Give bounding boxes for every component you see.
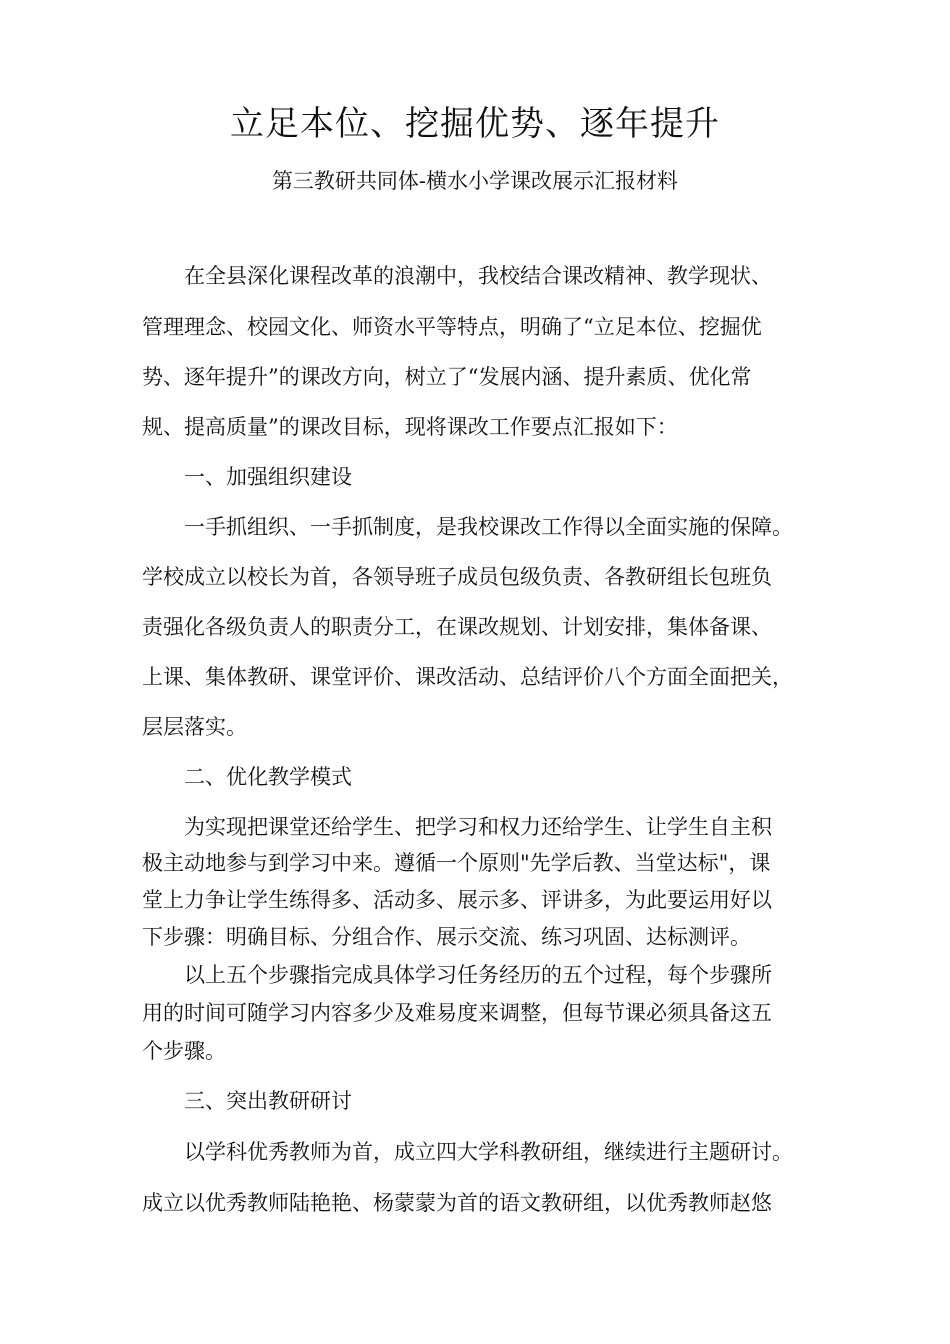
paragraph-teaching-line-4: 下步骤：明确目标、分组合作、展示交流、练习巩固、达标测评。 — [142, 925, 751, 949]
paragraph-organization-line-5: 层层落实。 — [142, 715, 247, 739]
section-heading-3: 三、突出教研研讨 — [184, 1089, 352, 1113]
section-heading-1: 一、加强组织建设 — [184, 465, 352, 489]
paragraph-intro-line-2: 管理理念、校园文化、师资水平等特点，明确了“立足本位、挖掘优 — [142, 315, 762, 339]
paragraph-organization-line-2: 学校成立以校长为首，各领导班子成员包级负责、各教研组长包班负 — [142, 565, 772, 589]
document-subtitle: 第三教研共同体-横水小学课改展示汇报材料 — [271, 169, 679, 193]
paragraph-research-line-2: 成立以优秀教师陆艳艳、杨蒙蒙为首的语文教研组，以优秀教师赵悠 — [142, 1191, 772, 1215]
paragraph-steps-line-3: 个步骤。 — [142, 1039, 226, 1063]
paragraph-teaching-line-3: 堂上力争让学生练得多、活动多、展示多、评讲多，为此要运用好以 — [142, 888, 772, 912]
paragraph-organization-line-3: 责强化各级负责人的职责分工，在课改规划、计划安排，集体备课、 — [142, 615, 772, 639]
section-heading-2: 二、优化教学模式 — [184, 765, 352, 789]
paragraph-steps-line-1: 以上五个步骤指完成具体学习任务经历的五个过程，每个步骤所 — [184, 963, 772, 987]
paragraph-teaching-line-1: 为实现把课堂还给学生、把学习和权力还给学生、让学生自主积 — [184, 815, 772, 839]
paragraph-organization-line-1: 一手抓组织、一手抓制度，是我校课改工作得以全面实施的保障。 — [184, 515, 793, 539]
paragraph-research-line-1: 以学科优秀教师为首，成立四大学科教研组，继续进行主题研讨。 — [184, 1140, 793, 1164]
document-title: 立足本位、挖掘优势、逐年提升 — [230, 104, 720, 144]
paragraph-intro-line-1: 在全县深化课程改革的浪潮中，我校结合课改精神、教学现状、 — [184, 264, 772, 288]
paragraph-teaching-line-2: 极主动地参与到学习中来。遵循一个原则"先学后教、当堂达标"，课 — [142, 851, 771, 875]
paragraph-intro-line-3: 势、逐年提升”的课改方向，树立了“发展内涵、提升素质、优化常 — [142, 365, 752, 389]
paragraph-organization-line-4: 上课、集体教研、课堂评价、课改活动、总结评价八个方面全面把关， — [142, 665, 793, 689]
paragraph-steps-line-2: 用的时间可随学习内容多少及难易度来调整，但每节课必须具备这五 — [142, 1001, 772, 1025]
paragraph-intro-line-4: 规、提高质量”的课改目标，现将课改工作要点汇报如下： — [142, 415, 678, 439]
